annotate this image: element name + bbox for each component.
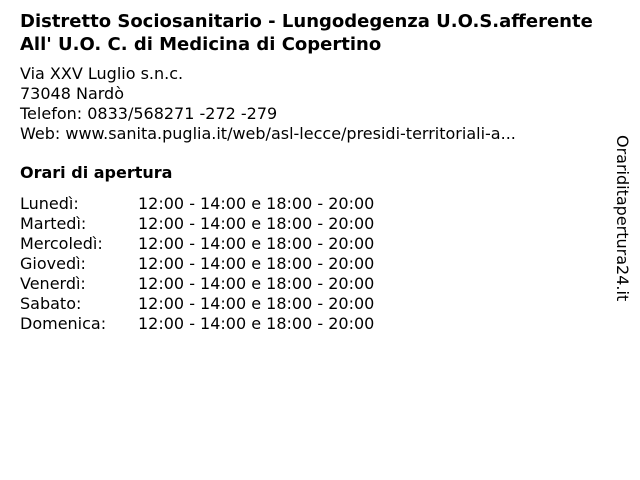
hours-heading: Orari di apertura bbox=[20, 163, 173, 182]
time-range: 12:00 - 14:00 e 18:00 - 20:00 bbox=[138, 214, 375, 233]
day-label: Lunedì: bbox=[20, 194, 79, 213]
time-range: 12:00 - 14:00 e 18:00 - 20:00 bbox=[138, 194, 375, 213]
day-label: Mercoledì: bbox=[20, 234, 103, 253]
day-label: Martedì: bbox=[20, 214, 87, 233]
site-brand-watermark: Orariditapertura24.it bbox=[613, 135, 632, 302]
time-range: 12:00 - 14:00 e 18:00 - 20:00 bbox=[138, 254, 375, 273]
day-label: Giovedì: bbox=[20, 254, 86, 273]
day-label: Venerdì: bbox=[20, 274, 86, 293]
time-range: 12:00 - 14:00 e 18:00 - 20:00 bbox=[138, 294, 375, 313]
day-label: Sabato: bbox=[20, 294, 82, 313]
website-link[interactable]: Web: www.sanita.puglia.it/web/asl-lecce/presidi-territoriali-a... bbox=[20, 124, 516, 143]
time-range: 12:00 - 14:00 e 18:00 - 20:00 bbox=[138, 234, 375, 253]
address-block bbox=[20, 64, 516, 144]
page-title: Distretto Sociosanitario - Lungodegenza U.O.S.afferente All' U.O. C. di Medicina di Copertino bbox=[20, 11, 593, 55]
time-range: 12:00 - 14:00 e 18:00 - 20:00 bbox=[138, 274, 375, 293]
city-address: 73048 Nardò bbox=[20, 84, 124, 103]
day-label: Domenica: bbox=[20, 314, 107, 333]
time-range: 12:00 - 14:00 e 18:00 - 20:00 bbox=[138, 314, 375, 333]
street-address: Via XXV Luglio s.n.c. bbox=[20, 64, 184, 83]
phone-number: Telefon: 0833/568271 -272 -279 bbox=[20, 104, 278, 123]
